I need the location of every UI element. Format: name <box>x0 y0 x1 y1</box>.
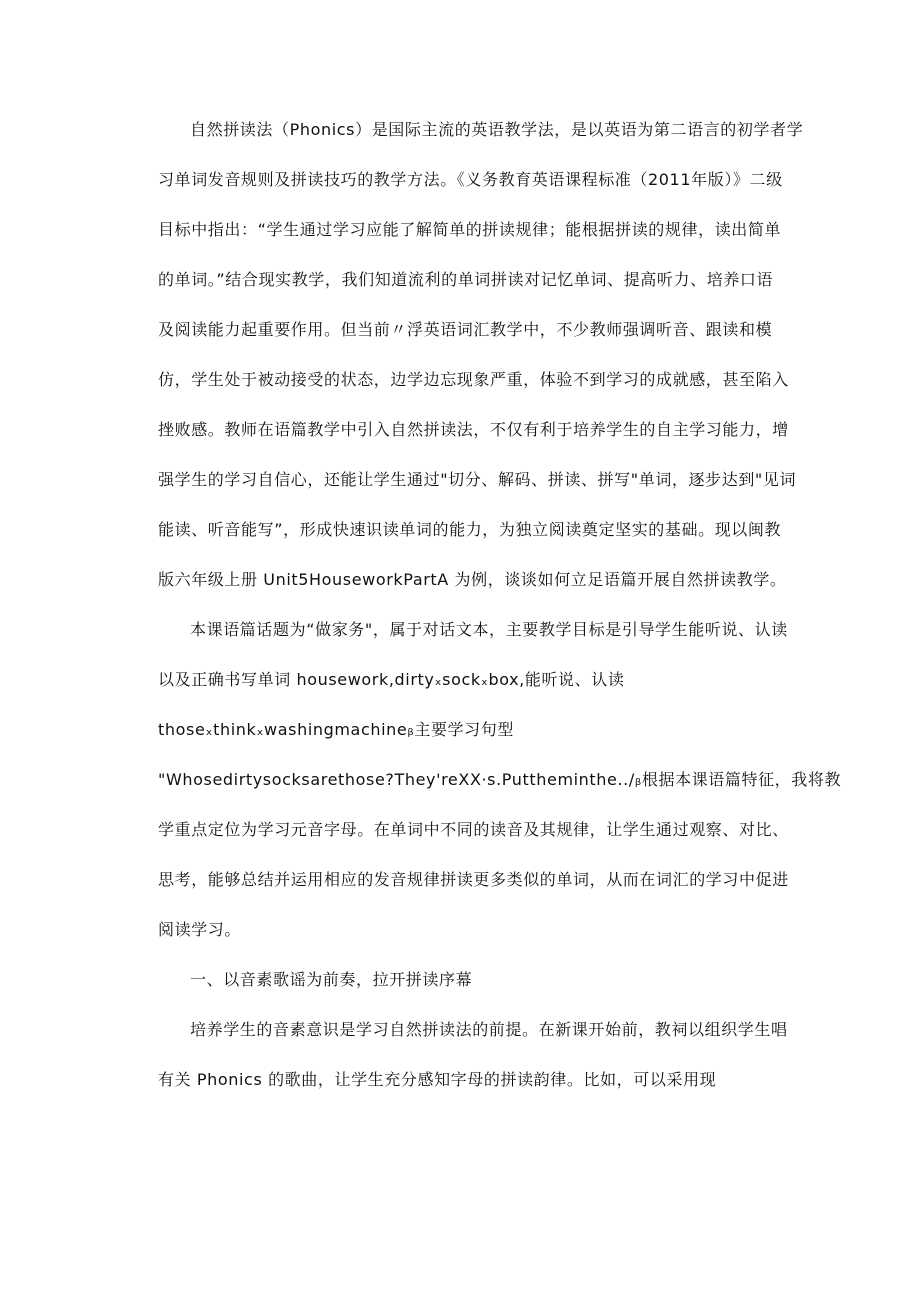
paragraph-1-line-8: 强学生的学习自信心，还能让学生通过"切分、解码、拼读、拼写"单词，逐步达到"见词 <box>158 470 797 489</box>
paragraph-2-line-2: 以及正确书写单词 housework,dirtyₓsockₓbox,能听说、认读 <box>158 670 625 689</box>
paragraph-1-line-5: 及阅读能力起重要作用。但当前〃浮英语词汇教学中，不少教师强调听音、跟读和模 <box>158 320 773 339</box>
paragraph-1-line-6: 仿，学生处于被动接受的状态，边学边忘现象严重，体验不到学习的成就感，甚至陷入 <box>158 370 789 389</box>
paragraph-2-line-6: 思考，能够总结并运用相应的发音规律拼读更多类似的单词，从而在词汇的学习中促进 <box>158 870 789 889</box>
paragraph-1-line-4: 的单词。”结合现实教学，我们知道流利的单词拼读对记忆单词、提高听力、培养口语 <box>158 270 774 289</box>
section-heading-1: 一、以音素歌谣为前奏，拉开拼读序幕 <box>190 970 473 989</box>
paragraph-1-line-10: 版六年级上册 Unit5HouseworkPartA 为例，谈谈如何立足语篇开展自然拼读教学。 <box>158 570 787 589</box>
paragraph-2-line-1: 本课语篇话题为“做家务"，属于对话文本，主要教学目标是引导学生能听说、认读 <box>190 620 788 639</box>
paragraph-1-line-9: 能读、听音能写”，形成快速识读单词的能力，为独立阅读奠定坚实的基础。现以闽教 <box>158 520 782 539</box>
paragraph-1-line-7: 挫败感。教师在语篇教学中引入自然拼读法，不仅有利于培养学生的自主学习能力，增 <box>158 420 789 439</box>
paragraph-3-line-2: 有关 Phonics 的歌曲，让学生充分感知字母的拼读韵律。比如，可以采用现 <box>158 1070 717 1089</box>
paragraph-1-line-1: 自然拼读法（Phonics）是国际主流的英语教学法，是以英语为第二语言的初学者学 <box>190 120 804 139</box>
paragraph-2-line-3: thoseₓthinkₓwashingmachineᵦ主要学习句型 <box>158 720 514 739</box>
paragraph-2-line-5: 学重点定位为学习元音字母。在单词中不同的读音及其规律，让学生通过观察、对比、 <box>158 820 789 839</box>
paragraph-2-line-7: 阅读学习。 <box>158 920 242 939</box>
paragraph-1-line-3: 目标中指出：“学生通过学习应能了解简单的拼读规律；能根据拼读的规律，读出简单 <box>158 220 782 239</box>
paragraph-2-line-4: "Whosedirtysocksarethose?They'reXX·s.Puttheminthe../ᵦ根据本课语篇特征，我将教 <box>158 770 842 789</box>
paragraph-1-line-2: 习单词发音规则及拼读技巧的教学方法。《义务教育英语课程标准（2011年版）》二级 <box>158 170 783 189</box>
paragraph-3-line-1: 培养学生的音素意识是学习自然拼读法的前提。在新课开始前，教祠以组织学生唱 <box>190 1020 788 1039</box>
